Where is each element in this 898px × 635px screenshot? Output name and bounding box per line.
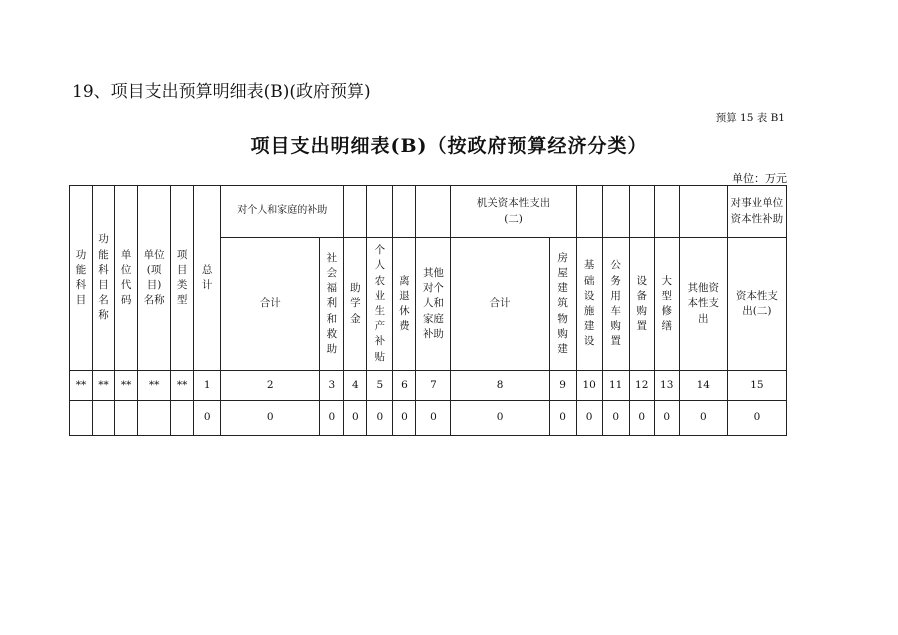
index-cell: 7 [416, 371, 451, 401]
header-household-total: 合计 [221, 238, 320, 371]
data-cell [138, 401, 171, 436]
index-cell: 10 [576, 371, 602, 401]
data-cell [70, 401, 93, 436]
index-cell: 6 [393, 371, 416, 401]
header-blank [602, 186, 629, 238]
data-cell: 0 [727, 401, 786, 436]
budget-table [69, 185, 787, 436]
index-cell: 15 [727, 371, 786, 401]
index-cell: 1 [194, 371, 221, 401]
header-infrastructure: 基础设施建设 [576, 238, 602, 371]
header-other-household: 其他对个人和家庭补助 [416, 238, 451, 371]
data-cell: 0 [367, 401, 393, 436]
data-cell: 0 [602, 401, 629, 436]
header-building: 房屋建筑物购建 [549, 238, 576, 371]
header-blank [679, 186, 727, 238]
data-cell: 0 [654, 401, 679, 436]
header-func-subject: 功能科目 [70, 186, 93, 371]
header-group-household: 对个人和家庭的补助 [221, 186, 344, 238]
data-cell [115, 401, 138, 436]
header-blank [416, 186, 451, 238]
index-cell: 11 [602, 371, 629, 401]
index-cell: 5 [367, 371, 393, 401]
data-cell: 0 [393, 401, 416, 436]
data-cell: 0 [344, 401, 367, 436]
header-scholarship: 助学金 [344, 238, 367, 371]
header-blank [629, 186, 654, 238]
data-cell: 0 [221, 401, 320, 436]
header-blank [654, 186, 679, 238]
index-row [70, 371, 787, 401]
data-cell: 0 [576, 401, 602, 436]
index-cell: ** [70, 371, 93, 401]
data-cell: 0 [194, 401, 221, 436]
header-group-enterprise: 对事业单位资本性补助 [727, 186, 786, 238]
header-farm-subsidy: 个人农业生产补贴 [367, 238, 393, 371]
header-capital-two: 资本性支出(二) [727, 238, 786, 371]
index-cell: ** [138, 371, 171, 401]
index-cell: 13 [654, 371, 679, 401]
header-total: 总计 [194, 186, 221, 371]
header-blank [576, 186, 602, 238]
form-number: 预算 15 表 B1 [715, 112, 785, 124]
header-other-capital: 其他资本性支出 [679, 238, 727, 371]
page-title: 项目支出明细表(B)（按政府预算经济分类） [250, 135, 648, 157]
data-cell: 0 [549, 401, 576, 436]
index-cell: ** [93, 371, 115, 401]
header-project-type: 项目类型 [171, 186, 194, 371]
data-cell: 0 [451, 401, 549, 436]
index-cell: ** [115, 371, 138, 401]
data-cell [93, 401, 115, 436]
index-cell: 9 [549, 371, 576, 401]
header-capital-total: 合计 [451, 238, 549, 371]
data-cell: 0 [320, 401, 344, 436]
data-cell: 0 [679, 401, 727, 436]
header-blank [344, 186, 367, 238]
header-social-welfare: 社会福利和救助 [320, 238, 344, 371]
data-cell: 0 [629, 401, 654, 436]
data-cell [171, 401, 194, 436]
header-unit-name: 单位(项目)名称 [138, 186, 171, 371]
header-func-subject-name: 功能科目名称 [93, 186, 115, 371]
header-blank [367, 186, 393, 238]
index-cell: 2 [221, 371, 320, 401]
index-cell: 14 [679, 371, 727, 401]
index-cell: 3 [320, 371, 344, 401]
index-cell: 12 [629, 371, 654, 401]
section-title: 19、项目支出预算明细表(B)(政府预算) [72, 82, 371, 102]
index-cell: 4 [344, 371, 367, 401]
index-cell: 8 [451, 371, 549, 401]
unit-label: 单位：万元 [732, 172, 787, 185]
index-cell: ** [171, 371, 194, 401]
header-vehicle: 公务用车购置 [602, 238, 629, 371]
data-cell: 0 [416, 401, 451, 436]
header-unit-code: 单位代码 [115, 186, 138, 371]
header-repair: 大型修缮 [654, 238, 679, 371]
header-group-capital: 机关资本性支出(二) [451, 186, 576, 238]
header-blank [393, 186, 416, 238]
table-row [70, 401, 787, 436]
header-retirement: 离退休费 [393, 238, 416, 371]
header-equipment: 设备购置 [629, 238, 654, 371]
